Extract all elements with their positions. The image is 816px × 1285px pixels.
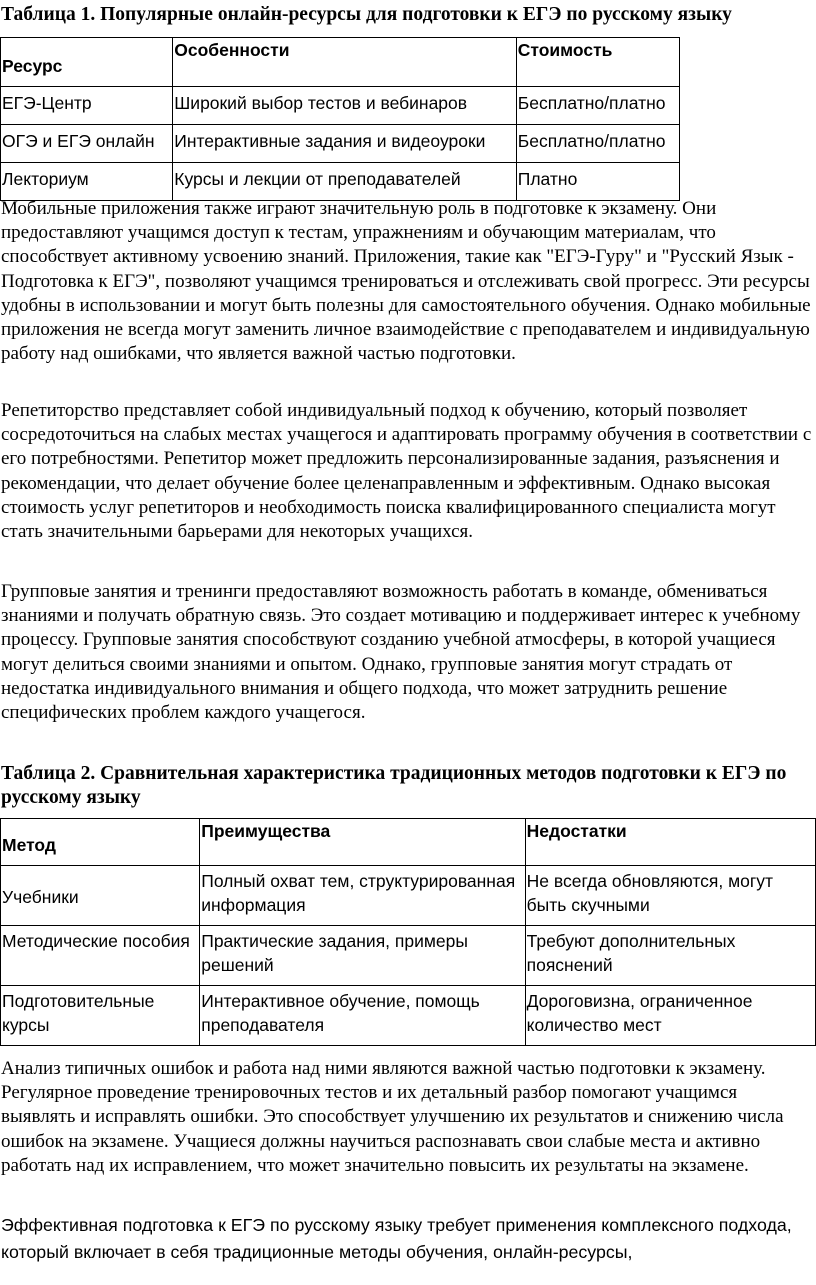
table-cell: Интерактивное обучение, помощь преподавателя: [200, 986, 525, 1046]
table-cell: Подготовительные курсы: [1, 986, 200, 1046]
header-resource: Ресурс: [1, 38, 173, 87]
table-cell: Требуют дополнительных пояснений: [525, 926, 815, 986]
header-disadvantages: Недостатки: [525, 819, 815, 866]
table-cell: Методические пособия: [1, 926, 200, 986]
table-cell: Бесплатно/платно: [516, 125, 679, 163]
methods-table: [0, 818, 816, 1046]
table-cell: Не всегда обновляются, могут быть скучными: [525, 866, 815, 926]
table-row: [1, 986, 816, 1046]
table-row: [1, 125, 680, 163]
table-cell: Лекториум: [1, 163, 173, 201]
table-cell: Полный охват тем, структурированная информация: [200, 866, 525, 926]
table-cell: Платно: [516, 163, 679, 201]
table-cell: Курсы и лекции от преподавателей: [173, 163, 517, 201]
table-row: [1, 163, 680, 201]
table-header-row: [1, 819, 816, 866]
table-cell: Бесплатно/платно: [516, 87, 679, 125]
table2-caption: Таблица 2. Сравнительная характеристика традиционных методов подготовки к ЕГЭ по русскому языку: [1, 763, 787, 808]
paragraph-mobile-apps: Мобильные приложения также играют значительную роль в подготовке к экзамену. Они предоставляют учащимся доступ к тестам, упражнениям и обучающим материалам, что способствует активному усвоению знаний. Приложения, такие как "ЕГЭ-Гуру" и "Русский Язык - Подготовка к ЕГЭ", позволяют учащимся тренироваться и отслеживать свой прогресс. Эти ресурсы удобны в использовании и могут быть полезны для самостоятельного обучения. Однако мобильные приложения не всегда могут заменить личное взаимодействие с преподавателем и индивидуальную работу над ошибками, что является важной частью подготовки.: [1, 198, 811, 365]
header-features: Особенности: [173, 38, 517, 87]
resources-table: [0, 37, 680, 201]
paragraph-group-classes: Групповые занятия и тренинги предоставляют возможность работать в команде, обмениваться знаниями и получать обратную связь. Это создает мотивацию и поддерживает интерес к учебному процессу. Групповые занятия способствуют созданию учебной атмосферы, в которой учащиеся могут делиться своими знаниями и опытом. Однако, групповые занятия могут страдать от недостатка индивидуального внимания и общего подхода, что может затруднить решение специфических проблем каждого учащегося.: [1, 581, 801, 724]
table-cell: Интерактивные задания и видеоуроки: [173, 125, 517, 163]
header-cost: Стоимость: [516, 38, 679, 87]
table-cell: Учебники: [1, 866, 200, 926]
paragraph-tutoring: Репетиторство представляет собой индивидуальный подход к обучению, который позволяет сосредоточиться на слабых местах учащегося и адаптировать программу обучения в соответствии с его потребностями. Репетитор может предложить персонализированные задания, разъяснения и рекомендации, что делает обучение более целенаправленным и эффективным. Однако высокая стоимость услуг репетиторов и необходимость поиска квалифицированного специалиста могут стать значительными барьерами для некоторых учащихся.: [1, 400, 812, 543]
table-row: [1, 866, 816, 926]
header-advantages: Преимущества: [200, 819, 525, 866]
header-method: Метод: [1, 819, 200, 866]
table-row: [1, 926, 816, 986]
paragraph-error-analysis: Анализ типичных ошибок и работа над ними являются важной частью подготовки к экзамену. Регулярное проведение тренировочных тестов и их детальный разбор помогают учащимся выявлять и исправлять ошибки. Это способствует улучшению их результатов и снижению числа ошибок на экзамене. Учащиеся должны научиться распознавать свои слабые места и активно работать над их исправлением, что может значительно повысить их результаты на экзамене.: [1, 1058, 784, 1176]
table-header-row: [1, 38, 680, 87]
table1-caption: Таблица 1. Популярные онлайн-ресурсы для подготовки к ЕГЭ по русскому языку: [1, 4, 732, 25]
table-row: [1, 87, 680, 125]
paragraph-conclusion: Эффективная подготовка к ЕГЭ по русскому языку требует применения комплексного подхода, который включает в себя традиционные методы обучения, онлайн-ресурсы,: [1, 1215, 792, 1262]
table-cell: ОГЭ и ЕГЭ онлайн: [1, 125, 173, 163]
table-cell: Дороговизна, ограниченное количество мест: [525, 986, 815, 1046]
table-cell: Широкий выбор тестов и вебинаров: [173, 87, 517, 125]
table-cell: ЕГЭ-Центр: [1, 87, 173, 125]
table-cell: Практические задания, примеры решений: [200, 926, 525, 986]
